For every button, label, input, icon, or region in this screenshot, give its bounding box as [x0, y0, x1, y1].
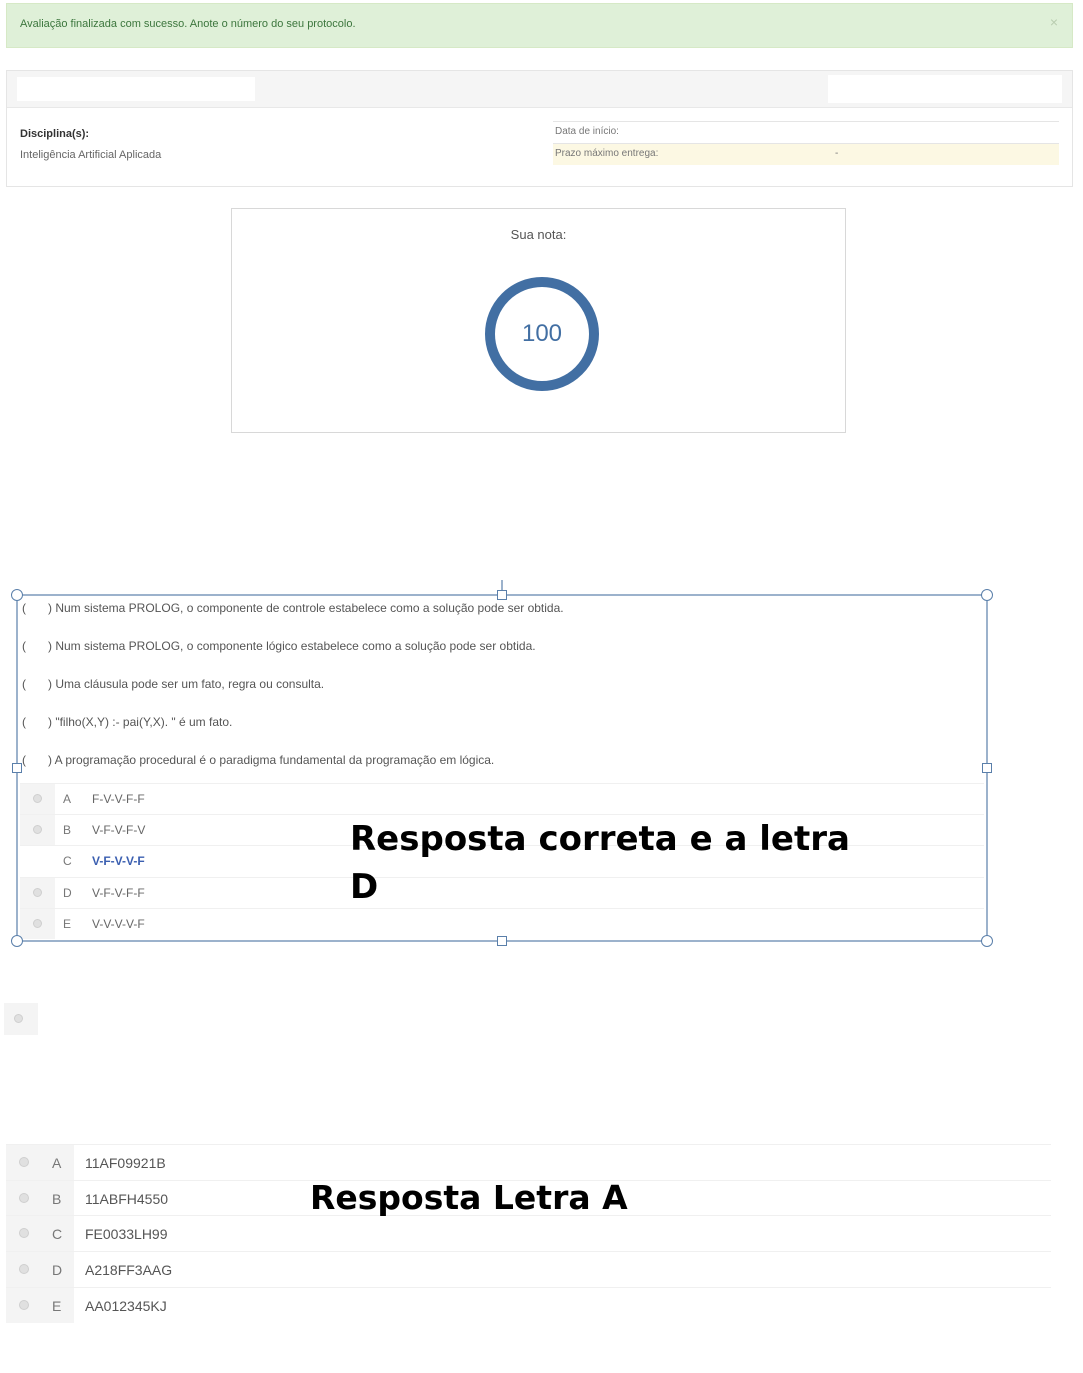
radio-button[interactable] [19, 1300, 29, 1310]
option-a[interactable] [6, 1144, 1051, 1180]
option-letter: C [63, 854, 72, 868]
resize-handle[interactable] [981, 935, 993, 947]
discipline-value: Inteligência Artificial Aplicada [20, 149, 162, 161]
deadline-value: - [835, 148, 839, 159]
option-text: V-V-V-V-F [92, 917, 145, 931]
alert-message: Avaliação finalizada com sucesso. Anote o número do seu protocolo. [20, 18, 356, 30]
resize-handle[interactable] [11, 589, 23, 601]
option-c[interactable] [6, 1215, 1051, 1251]
answer-annotation-1 [350, 815, 850, 911]
radio-button[interactable] [33, 825, 42, 834]
resize-handle[interactable] [497, 590, 507, 600]
option-text: 11AF09921B [85, 1155, 166, 1171]
option-text: FE0033LH99 [85, 1226, 168, 1242]
statement-4: ) "filho(X,Y) :- pai(Y,X). " é um fato. [48, 715, 233, 729]
radio-button[interactable] [33, 794, 42, 803]
option-letter: B [63, 823, 72, 837]
option-text: V-F-V-F-F [92, 886, 145, 900]
option-letter: B [52, 1191, 62, 1207]
option-text-selected: V-F-V-V-F [92, 854, 145, 868]
statement-3: ) Uma cláusula pode ser um fato, regra ou consulta. [48, 677, 325, 691]
statement-paren: ( [22, 677, 26, 691]
option-letter: E [63, 917, 72, 931]
stray-radio-cell [4, 1003, 38, 1035]
option-letter: A [52, 1155, 62, 1171]
option-letter: E [52, 1298, 62, 1314]
resize-handle[interactable] [982, 763, 992, 773]
option-text: AA012345KJ [85, 1298, 167, 1314]
radio-button[interactable] [14, 1014, 23, 1023]
option-e[interactable] [20, 908, 984, 939]
radio-button[interactable] [19, 1264, 29, 1274]
grade-value: 100 [521, 320, 563, 347]
annotation-line-2: D [350, 867, 379, 907]
option-a[interactable] [20, 783, 984, 814]
annotation-line-1: Resposta correta e a letra [350, 819, 850, 859]
resize-handle[interactable] [11, 935, 23, 947]
option-text: F-V-V-F-F [92, 792, 145, 806]
radio-button[interactable] [33, 919, 42, 928]
statement-2: ) Num sistema PROLOG, o componente lógico estabelece como a solução pode ser obtida. [48, 639, 536, 653]
option-letter: A [63, 792, 72, 806]
radio-button[interactable] [19, 1157, 29, 1167]
option-text: 11ABFH4550 [85, 1191, 169, 1207]
deadline-label: Prazo máximo entrega: [555, 148, 659, 159]
option-letter: C [52, 1226, 63, 1242]
radio-button[interactable] [33, 888, 42, 897]
radio-button[interactable] [19, 1228, 29, 1238]
statement-1: ) Num sistema PROLOG, o componente de controle estabelece como a solução pode ser obtida. [48, 601, 564, 615]
resize-handle[interactable] [497, 936, 507, 946]
option-letter: D [52, 1262, 63, 1278]
radio-button[interactable] [19, 1193, 29, 1203]
statement-5: ) A programação procedural é o paradigma fundamental da programação em lógica. [48, 753, 495, 767]
option-e[interactable] [6, 1287, 1051, 1323]
discipline-label: Disciplina(s): [20, 128, 90, 140]
start-date-label: Data de início: [555, 126, 619, 137]
statement-paren: ( [22, 715, 26, 729]
statement-paren: ( [22, 601, 26, 615]
answer-annotation-2: Resposta Letra A [310, 1178, 628, 1217]
option-text: A218FF3AAG [85, 1262, 173, 1278]
option-d[interactable] [6, 1251, 1051, 1287]
statement-paren: ( [22, 753, 26, 767]
option-text: V-F-V-F-V [92, 823, 146, 837]
grade-title: Sua nota: [510, 227, 567, 242]
resize-handle[interactable] [981, 589, 993, 601]
resize-handle[interactable] [12, 763, 22, 773]
option-letter: D [63, 886, 72, 900]
close-icon[interactable]: × [1049, 14, 1058, 30]
statement-paren: ( [22, 639, 26, 653]
